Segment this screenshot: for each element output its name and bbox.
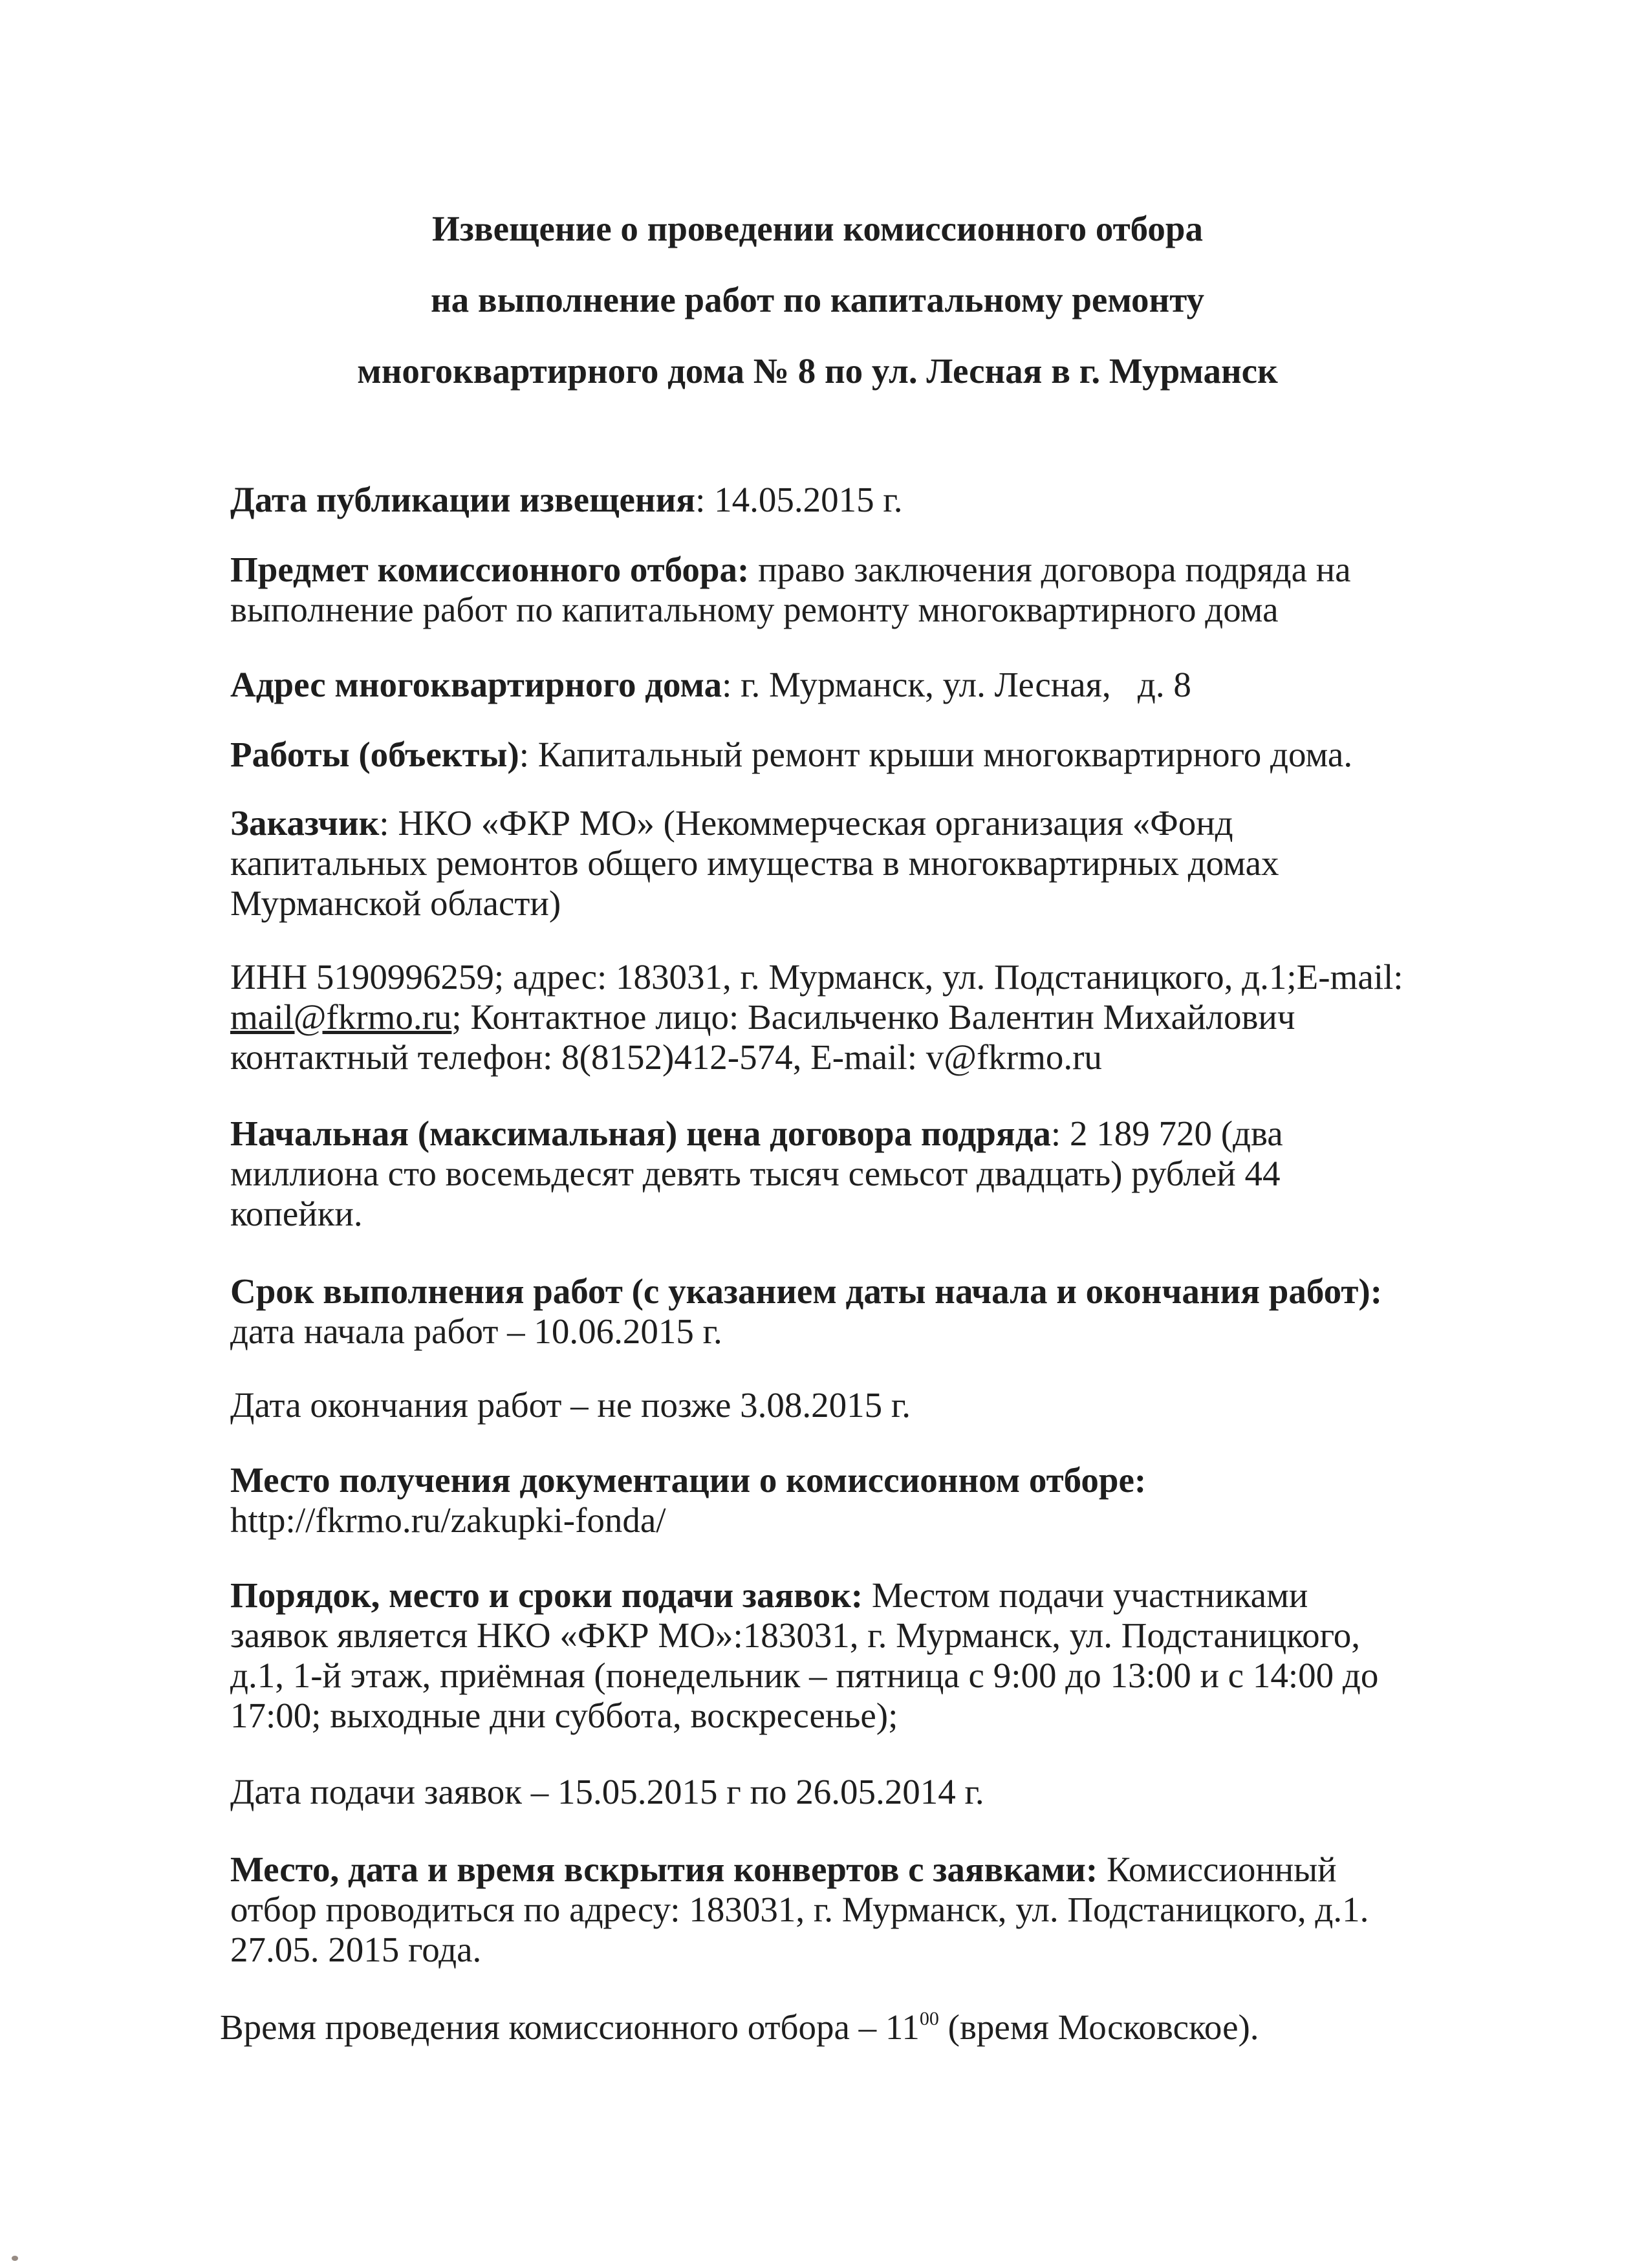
- customer-line-1: [230, 803, 1233, 843]
- price-label: Начальная (максимальная) цена договора подряда: [230, 1114, 1051, 1153]
- term-start: дата начала работ – 10.06.2015 г.: [230, 1312, 722, 1351]
- opening-label: Место, дата и время вскрытия конвертов с заявками:: [230, 1850, 1098, 1889]
- subject-line-2: выполнение работ по капитальному ремонту многоквартирного дома: [230, 590, 1279, 629]
- customer-line-2: капитальных ремонтов общего имущества в многоквартирных домах: [230, 843, 1279, 883]
- term-label: Срок выполнения работ (с указанием даты начала и окончания работ):: [230, 1271, 1383, 1311]
- opening-line-2: отбор проводиться по адресу: 183031, г. Мурманск, ул. Подстаницкого, д.1.: [230, 1890, 1369, 1929]
- subject-label: Предмет комиссионного отбора:: [230, 550, 750, 589]
- title-line-1: Извещение о проведении комиссионного отбора: [432, 209, 1203, 248]
- title-line-2: на выполнение работ по капитальному ремонту: [430, 280, 1205, 319]
- address-label: Адрес многоквартирного дома: [230, 665, 722, 704]
- publication-date-label: Дата публикации извещения: [230, 480, 696, 519]
- submission-value-1: Местом подачи участниками: [863, 1575, 1308, 1615]
- opening-line-3: 27.05. 2015 года.: [230, 1930, 482, 1969]
- works-value: : Капитальный ремонт крыши многоквартирного дома.: [519, 735, 1353, 774]
- submission-line-1: [230, 1575, 1308, 1615]
- contact-person: ; Контактное лицо: Васильченко Валентин Михайлович: [451, 997, 1295, 1037]
- publication-date: [230, 480, 902, 520]
- scan-speck: [12, 2256, 18, 2261]
- selection-time-suffix: (время Московское).: [938, 2007, 1259, 2047]
- price-line-2: миллиона сто восемьдесят девять тысяч семьсот двадцать) рублей 44: [230, 1154, 1281, 1193]
- submission-label: Порядок, место и сроки подачи заявок:: [230, 1575, 863, 1615]
- submission-line-2: заявок является НКО «ФКР МО»:183031, г. Мурманск, ул. Подстаницкого,: [230, 1615, 1361, 1655]
- contacts-line-1: ИНН 5190996259; адрес: 183031, г. Мурманск, ул. Подстаницкого, д.1;E-mail:: [230, 957, 1403, 997]
- works-label: Работы (объекты): [230, 735, 519, 774]
- documentation-label: Место получения документации о комиссионном отборе:: [230, 1460, 1147, 1500]
- submission-line-4: 17:00; выходные дни суббота, воскресенье);: [230, 1696, 898, 1735]
- selection-time: [220, 2007, 1259, 2047]
- submission-dates: Дата подачи заявок – 15.05.2015 г по 26.05.2014 г.: [230, 1772, 984, 1811]
- title-line-3: многоквартирного дома № 8 по ул. Лесная в г. Мурманск: [357, 351, 1278, 391]
- contacts-line-2: [230, 997, 1295, 1037]
- customer-value-1: : НКО «ФКР МО» (Некоммерческая организация «Фонд: [379, 803, 1233, 843]
- price-line-1: [230, 1114, 1283, 1154]
- publication-date-value: : 14.05.2015 г.: [695, 480, 903, 519]
- opening-value-1: Комиссионный: [1098, 1850, 1337, 1889]
- customer-line-3: Мурманской области): [230, 883, 561, 923]
- address-value: : г. Мурманск, ул. Лесная, д. 8: [722, 665, 1191, 704]
- documentation-url[interactable]: http://fkrmo.ru/zakupki-fonda/: [230, 1500, 666, 1540]
- subject-line-1: [230, 550, 1351, 590]
- selection-time-minutes: 00: [919, 2008, 939, 2029]
- opening-line-1: [230, 1850, 1337, 1890]
- customer-label: Заказчик: [230, 803, 380, 843]
- price-value-1: : 2 189 720 (два: [1050, 1114, 1283, 1153]
- email-link[interactable]: mail@fkrmo.ru: [230, 997, 452, 1037]
- selection-time-prefix: Время проведения комиссионного отбора – 11: [220, 2007, 920, 2047]
- address: [230, 665, 1191, 705]
- term-end: Дата окончания работ – не позже 3.08.2015 г.: [230, 1385, 911, 1425]
- price-line-3: копейки.: [230, 1194, 363, 1233]
- contacts-line-3: контактный телефон: 8(8152)412-574, E-mail: v@fkrmo.ru: [230, 1037, 1102, 1077]
- subject-value-1: право заключения договора подряда на: [749, 550, 1351, 589]
- submission-line-3: д.1, 1-й этаж, приёмная (понедельник – пятница с 9:00 до 13:00 и с 14:00 до: [230, 1656, 1379, 1695]
- works: [230, 735, 1352, 775]
